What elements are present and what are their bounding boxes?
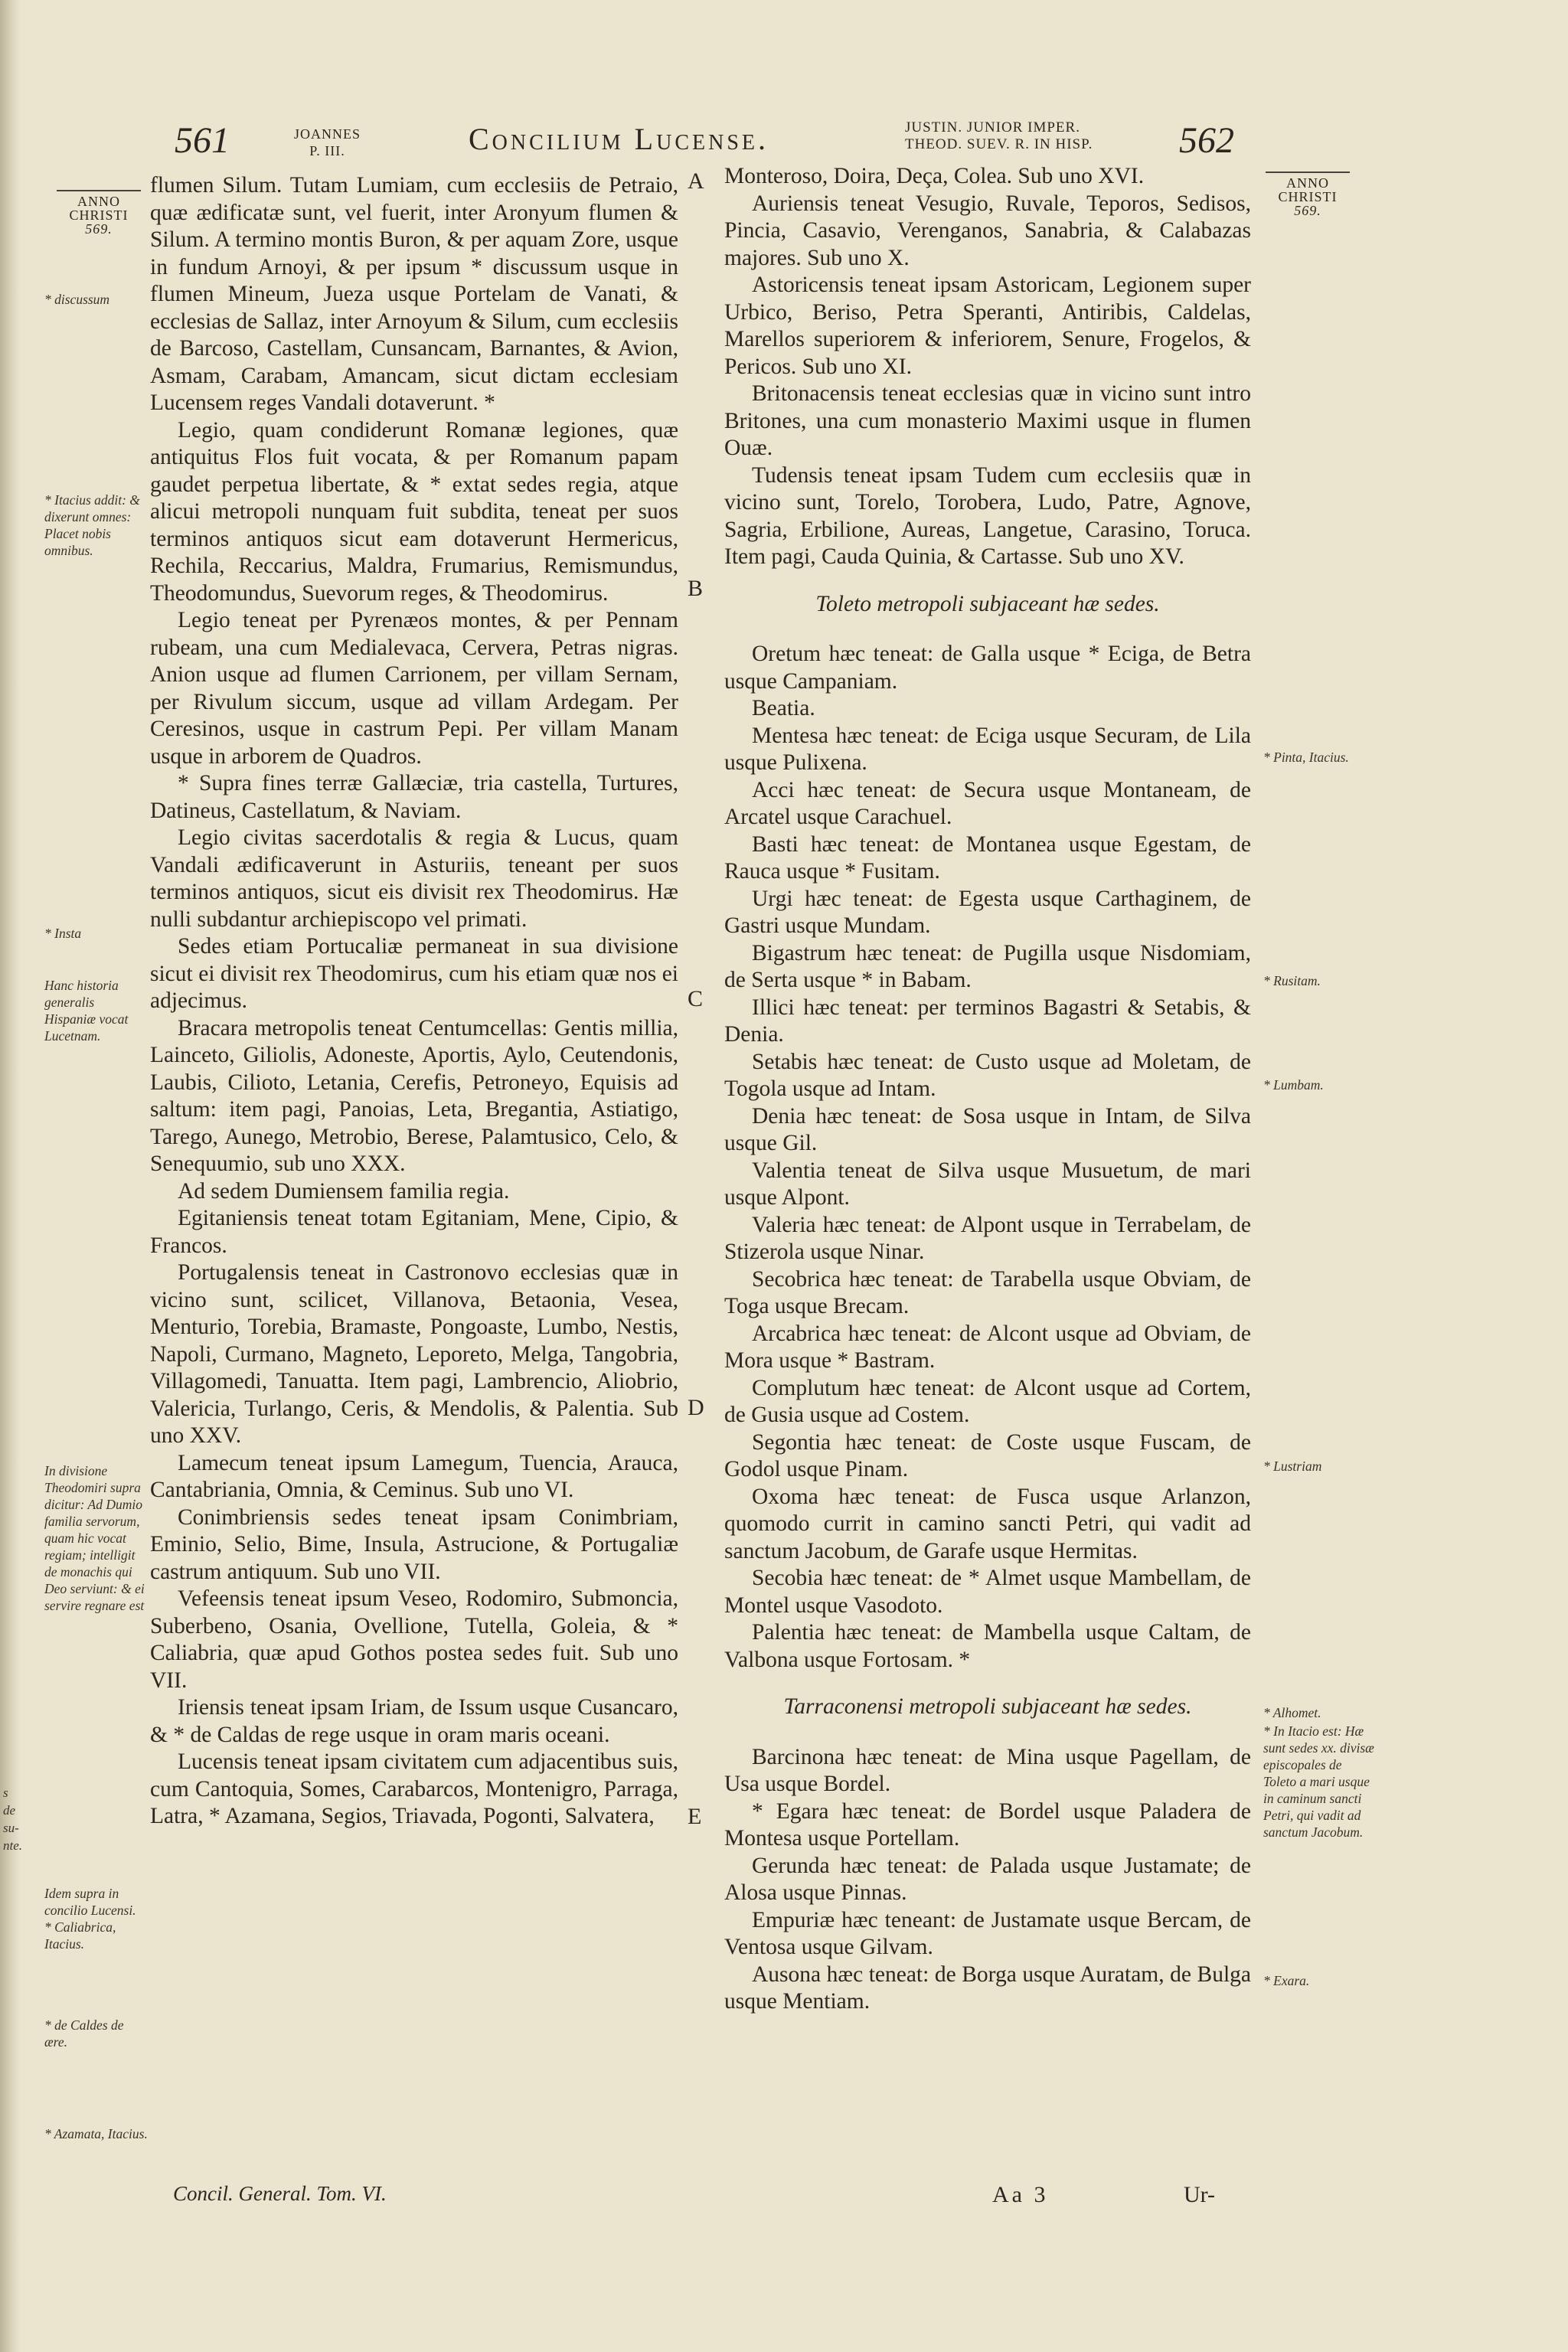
footer-volume: Concil. General. Tom. VI. — [173, 2182, 387, 2205]
edge-fragment: s de su- nte. — [3, 1785, 23, 1853]
text-paragraph: Ausona hæc teneat: de Borga usque Auratam, de Bulga usque Mentiam. — [724, 1962, 1251, 2014]
text-paragraph: Palentia hæc teneat: de Mambella usque Caltam, de Valbona usque Fortosam. * — [724, 1620, 1251, 1672]
right-text-column — [724, 163, 1251, 2016]
text-paragraph: Iriensis teneat ipsam Iriam, de Issum usque Cusancaro, & * de Caldas de rege usque in oram maris oceani. — [150, 1695, 678, 1747]
text-paragraph: Denia hæc teneat: de Sosa usque in Intam, de Silva usque Gil. — [724, 1103, 1251, 1155]
margin-note-left: * discussum — [44, 292, 110, 307]
text-paragraph: Gerunda hæc teneat: de Palada usque Justamate; de Alosa usque Pinnas. — [724, 1853, 1251, 1905]
catchword: Ur- — [1184, 2182, 1216, 2207]
section-letter: E — [688, 1804, 702, 1829]
text-paragraph: Arcabrica hæc teneat: de Alcont usque ad Obviam, de Mora usque * Bastram. — [724, 1321, 1251, 1373]
anno-christi-left: ANNO CHRISTI 569. — [41, 190, 156, 236]
anno-christi-right: ANNO CHRISTI 569. — [1262, 172, 1354, 217]
margin-note-right: * In Itacio est: Hæ sunt sedes xx. divisæ episcopales de Toleto a mari usque in caminum sancti Petri, qui vadit ad sanctum Jacobum. — [1263, 1723, 1374, 1840]
text-paragraph: Lucensis teneat ipsam civitatem cum adjacentibus suis, cum Cantoquia, Somes, Carabarcos, Montenigro, Parraga, Latra, * Azamana, Segios, Triavada, Pogonti, Salvatera, — [150, 1749, 678, 1828]
text-paragraph: Valentia teneat de Silva usque Musuetum, de mari usque Alpont. — [724, 1158, 1251, 1210]
text-paragraph: Egitaniensis teneat totam Egitaniam, Mene, Cipio, & Francos. — [150, 1206, 678, 1258]
text-paragraph: Legio teneat per Pyrenæos montes, & per Pennam rubeam, una cum Medialevaca, Cervera, Petras nigras. Anion usque ad flumen Carrionem, per villam Sernam, per Rivulum siccum, usque ad villam Ardegam. Per Ceresinos, usque in castrum Pepi. Per villam Manam usque in arborem de Quadros. — [150, 608, 678, 769]
page-footer — [0, 2182, 1568, 2220]
margin-note-left: * Itacius addit: & dixerunt omnes: Placet nobis omnibus. — [44, 492, 140, 558]
text-paragraph: Oxoma hæc teneat: de Fusca usque Arlanzon, quomodo currit in camino sancti Petri, qui vadit ad sanctum Jacobum, de Garafe usque Hermitas. — [724, 1484, 1251, 1563]
margin-note-right: * Alhomet. — [1263, 1705, 1321, 1720]
text-paragraph: Segontia hæc teneat: de Coste usque Fuscam, de Godol usque Pinam. — [724, 1429, 1251, 1481]
text-paragraph: * Egara hæc teneat: de Bordel usque Paladera de Montesa usque Portellam. — [724, 1798, 1251, 1851]
running-header — [0, 115, 1568, 168]
text-paragraph: Lamecum teneat ipsum Lamegum, Tuencia, Arauca, Cantabriania, Omnia, & Ceminus. Sub uno VI. — [150, 1450, 678, 1502]
header-left-note: JOANNES P. III. — [294, 126, 361, 158]
text-paragraph: Conimbriensis sedes teneat ipsam Conimbriam, Eminio, Selio, Bime, Insula, Astrucione, & Portugaliæ castrum antiquum. Sub uno VII. — [150, 1504, 678, 1584]
binding-edge — [0, 0, 23, 2352]
text-paragraph: Astoricensis teneat ipsam Astoricam, Legionem super Urbico, Beriso, Petra Speranti, Antiribis, Caldelas, Marellos superiorem & inferiorem, Senure, Frogelos, & Pericos. Sub uno XI. — [724, 273, 1251, 379]
section-heading: Toleto metropoli subjaceant hæ sedes. — [815, 591, 1160, 616]
text-paragraph: flumen Silum. Tutam Lumiam, cum ecclesiis de Petraio, quæ ædificatæ sunt, vel fuerit, inter Aronyum flumen & Silum. A termino montis Buron, & per aquam Zore, usque in fundum Arnoyi, & per ipsum * discussum usque in flumen Mineum, Jueza usque Portelam de Vanati, & ecclesias de Sallaz, inter Arnoyum & Silum, cum ecclesiis de Barcoso, Castellam, Cunsancam, Barnantes, & Avion, Asmam, Carabam, Amancam, sicut dictam ecclesiam Lucensem reges Vandali dotaverunt. * — [150, 173, 678, 415]
text-paragraph: Basti hæc teneat: de Montanea usque Egestam, de Rauca usque * Fusitam. — [724, 831, 1251, 884]
text-paragraph: Sedes etiam Portucaliæ permaneat in sua divisione sicut ei divisit rex Theodomirus, cum his etiam quæ nos ei adjecimus. — [150, 934, 678, 1013]
margin-note-left: * de Caldes de ære. — [44, 2017, 124, 2050]
text-paragraph: Empuriæ hæc teneant: de Justamate usque Bercam, de Ventosa usque Gilvam. — [724, 1907, 1251, 1959]
text-paragraph: Portugalensis teneat in Castronovo ecclesias quæ in vicino sunt, scilicet, Villanova, Betaonia, Vesea, Menturio, Torebia, Bramaste, Pongoaste, Lumbo, Nestis, Napoli, Curmano, Magneto, Leporeto, Melga, Tangobria, Villagomedi, Tanuatta. Item pagi, Lambrencio, Aliobrio, Valericia, Turlango, Ceris, & Mendolis, & Palentia. Sub uno XXV. — [150, 1260, 678, 1448]
page-number-left: 561 — [175, 120, 230, 161]
text-paragraph: Monteroso, Doira, Deça, Colea. Sub uno XVI. — [724, 164, 1145, 188]
text-paragraph: Auriensis teneat Vesugio, Ruvale, Teporos, Sedisos, Pincia, Casavio, Verenganos, Sanabria, & Calabazas majores. Sub uno X. — [724, 191, 1251, 270]
text-paragraph: Bracara metropolis teneat Centumcellas: Gentis millia, Lainceto, Giliolis, Adoneste, Aportis, Aylo, Ceutendonis, Laubis, Cilioto, Letania, Cerefis, Petroneyo, Equisis ad saltum: item pagi, Panoias, Leta, Bregantia, Astiatigo, Tarego, Aunego, Metrobio, Berese, Palamtusico, Celo, & Senequumio, sub uno XXX. — [150, 1015, 678, 1176]
text-paragraph: Tudensis teneat ipsam Tudem cum ecclesiis quæ in vicino sunt, Torelo, Torobera, Ludo, Patre, Agnove, Sagria, Erbilione, Aureas, Langetue, Carasino, Toruca. Item pagi, Cauda Quinia, & Cartasse. Sub uno XV. — [724, 462, 1251, 569]
margin-note-left: In divisione Theodomiri supra dicitur: Ad Dumio familia servorum, quam hic vocat regiam; intelligit de monachis qui Deo serviunt: & ei servire regnare est — [44, 1463, 145, 1613]
section-heading: Tarraconensi metropoli subjaceant hæ sedes. — [783, 1694, 1192, 1719]
text-paragraph: Illici hæc teneat: per terminos Bagastri & Setabis, & Denia. — [724, 995, 1251, 1047]
text-paragraph: Ad sedem Dumiensem familia regia. — [178, 1178, 510, 1204]
margin-note-left: * Insta — [44, 926, 82, 941]
text-paragraph: Legio civitas sacerdotalis & regia & Lucus, quam Vandali ædificaverunt in Asturiis, teneant per suos terminos antiquos, sicut eis divisit rex Theodomirus. Hæ nulli subdantur archiepiscopo vel primati. — [150, 825, 678, 932]
text-paragraph: Complutum hæc teneat: de Alcont usque ad Cortem, de Gusia usque ad Costem. — [724, 1375, 1251, 1427]
text-paragraph: * Supra fines terræ Gallæciæ, tria castella, Turtures, Datineus, Castellatum, & Naviam. — [150, 771, 678, 823]
section-letter: C — [688, 986, 704, 1011]
text-paragraph: Urgi hæc teneat: de Egesta usque Carthaginem, de Gastri usque Mundam. — [724, 886, 1251, 938]
margin-note-right: * Pinta, Itacius. — [1263, 750, 1349, 765]
margin-note-right: * Lustriam — [1263, 1459, 1322, 1474]
left-text-column — [150, 172, 678, 1831]
text-paragraph: Acci hæc teneat: de Secura usque Montaneam, de Arcatel usque Carachuel. — [724, 777, 1251, 829]
section-letter: D — [688, 1395, 704, 1420]
header-right-note: JUSTIN. JUNIOR IMPER. THEOD. SUEV. R. IN HISP. — [905, 119, 1093, 152]
text-paragraph: Mentesa hæc teneat: de Eciga usque Securam, de Lila usque Pulixena. — [724, 723, 1251, 775]
margin-note-left: Hanc historia generalis Hispaniæ vocat Lucetnam. — [44, 978, 129, 1044]
page-title: Concilium Lucense. — [469, 122, 769, 156]
text-paragraph: Valeria hæc teneat: de Alpont usque in Terrabelam, de Stizerola usque Ninar. — [724, 1212, 1251, 1264]
margin-note-right: * Rusitam. — [1263, 973, 1321, 988]
page-number-right: 562 — [1179, 120, 1234, 161]
text-paragraph: Secobia hæc teneat: de * Almet usque Mambellam, de Montel usque Vasodoto. — [724, 1566, 1251, 1618]
text-paragraph: Bigastrum hæc teneat: de Pugilla usque Nisdomiam, de Serta usque * in Babam. — [724, 940, 1251, 992]
text-paragraph: Vefeensis teneat ipsum Veseo, Rodomiro, Submoncia, Suberbeno, Osania, Ovellione, Tutella, Goleia, & * Caliabria, quæ apud Gothos postea sedes fuit. Sub uno VII. — [150, 1586, 678, 1693]
text-paragraph: Legio, quam condiderunt Romanæ legiones, quæ antiquitus Flos fuit vocata, & per Romanum papam gaudet perpetua libertate, & * extat sedes regia, atque alicui metropoli nunquam fuit subdita, teneat per suos terminos antiquos sicut eam dotaverunt Hermericus, Rechila, Reccarius, Maldra, Frumarius, Remismundus, Theodomundus, Suevorum reges, & Theodomirus. — [150, 417, 678, 606]
margin-note-right: * Exara. — [1263, 1973, 1310, 1988]
margin-note-left: Idem supra in concilio Lucensi. — [44, 1886, 136, 1918]
text-paragraph: Secobrica hæc teneat: de Tarabella usque Obviam, de Toga usque Brecam. — [724, 1266, 1251, 1318]
text-paragraph: Oretum hæc teneat: de Galla usque * Eciga, de Betra usque Campaniam. — [724, 642, 1251, 694]
margin-note-left: * Azamata, Itacius. — [44, 2126, 148, 2141]
text-paragraph: Barcinona hæc teneat: de Mina usque Pagellam, de Usa usque Bordel. — [724, 1744, 1251, 1796]
text-paragraph: Britonacensis teneat ecclesias quæ in vicino sunt intro Britones, una cum monasterio Maximi usque in flumen Ouæ. — [724, 381, 1251, 460]
margin-note-left: * Caliabrica, Itacius. — [44, 1919, 116, 1952]
margin-note-right: * Lumbam. — [1263, 1077, 1324, 1093]
signature-mark: Aa 3 — [992, 2182, 1049, 2207]
text-paragraph: Setabis hæc teneat: de Custo usque ad Moletam, de Togola usque ad Intam. — [724, 1049, 1251, 1101]
text-paragraph: Beatia. — [752, 696, 815, 720]
section-letter: B — [688, 576, 704, 601]
section-letter: A — [688, 168, 704, 194]
